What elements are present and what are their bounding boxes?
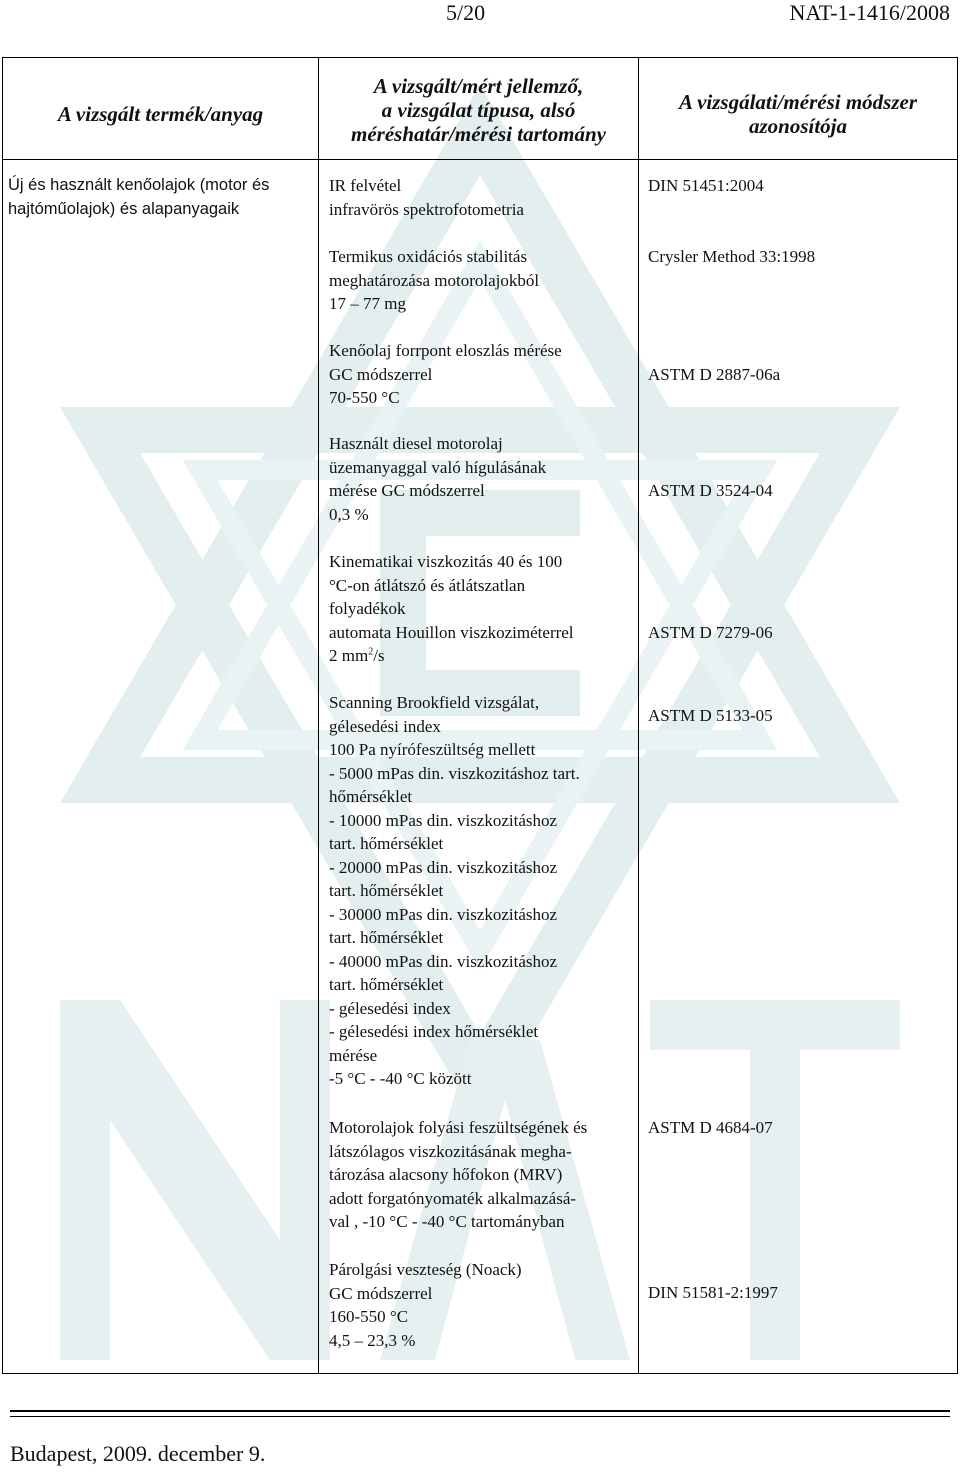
table-top-border [2,57,958,58]
characteristic-cell: Kenőolaj forrpont eloszlás mérése GC módszerrel 70-550 °C [329,341,562,407]
method-cell: DIN 51581-2:1997 [648,1283,778,1302]
viscosity-unit: 2 $mm^2/s$ [329,646,385,665]
table-left-border [2,57,3,1374]
column-divider-1 [318,57,319,1374]
table-bottom-border [2,1373,958,1374]
characteristic-cell: IR felvétel infravörös spektrofotometria [329,176,524,219]
characteristic-cell: Párolgási veszteség (Noack) GC módszerrel 160-550 °C 4,5 – 23,3 % [329,1260,522,1350]
characteristic-cell: Motorolajok folyási feszültségének és látszólagos viszkozitásának megha- tározása alacsony hőfokon (MRV) adott forgatónyomaték alkalmazásá- val , -10 °C - -40 °C tartományban [329,1118,588,1231]
footer-date: Budapest, 2009. december 9. [10,1441,266,1466]
product-cell: Új és használt kenőolajok (motor és hajtóműolajok) és alapanyagaik [8,176,270,218]
column-divider-2 [638,57,639,1374]
method-cell: ASTM D 5133-05 [648,706,773,725]
method-cell: DIN 51451:2004 [648,176,764,195]
column-header-method: A vizsgálati/mérési módszer azonosítója [678,90,917,138]
footer-rule-thin [10,1416,950,1417]
characteristic-cell: Kinematikai viszkozitás 40 és 100 °C-on átlátszó és átlátszatlan folyadékok automata Houillon viszkoziméterrel 2 $mm^2/s$ [329,550,634,668]
characteristic-cell: Scanning Brookfield vizsgálat, gélesedési index 100 Pa nyírófeszültség mellett - 5000 mPas din. viszkozitáshoz tart. hőmérséklet - 10000 mPas din. viszkozitáshoz tart. hőmérséklet - 20000 mPas din. viszkozitáshoz tart. hőmérséklet - 30000 mPas din. viszkozitáshoz tart. hőmérséklet - 40000 mPas din. viszkozitáshoz tart. hőmérséklet - gélesedési index - gélesedési index hőmérséklet mérése -5 °C - -40 °C között [329,693,580,1088]
document-id: NAT-1-1416/2008 [789,0,950,25]
method-cell: Crysler Method 33:1998 [648,247,816,266]
method-cell: ASTM D 4684-07 [648,1118,773,1137]
column-header-characteristic: A vizsgált/mért jellemző, a vizsgálat típusa, alsó méréshatár/mérési tartomány [351,74,606,146]
method-cell: ASTM D 3524-04 [648,481,773,500]
characteristic-cell: Használt diesel motorolaj üzemanyaggal való hígulásának mérése GC módszerrel 0,3 % [329,434,547,524]
page-number: 5/20 [446,0,486,25]
characteristic-cell: Termikus oxidációs stabilitás meghatározása motorolajokból 17 – 77 mg [329,247,540,313]
footer-rule [10,1410,950,1412]
table-right-border [957,57,958,1374]
method-cell: ASTM D 2887-06a [648,365,781,384]
method-cell: ASTM D 7279-06 [648,623,773,642]
header-separator [2,159,958,160]
column-header-product: A vizsgált termék/anyag [57,102,264,126]
